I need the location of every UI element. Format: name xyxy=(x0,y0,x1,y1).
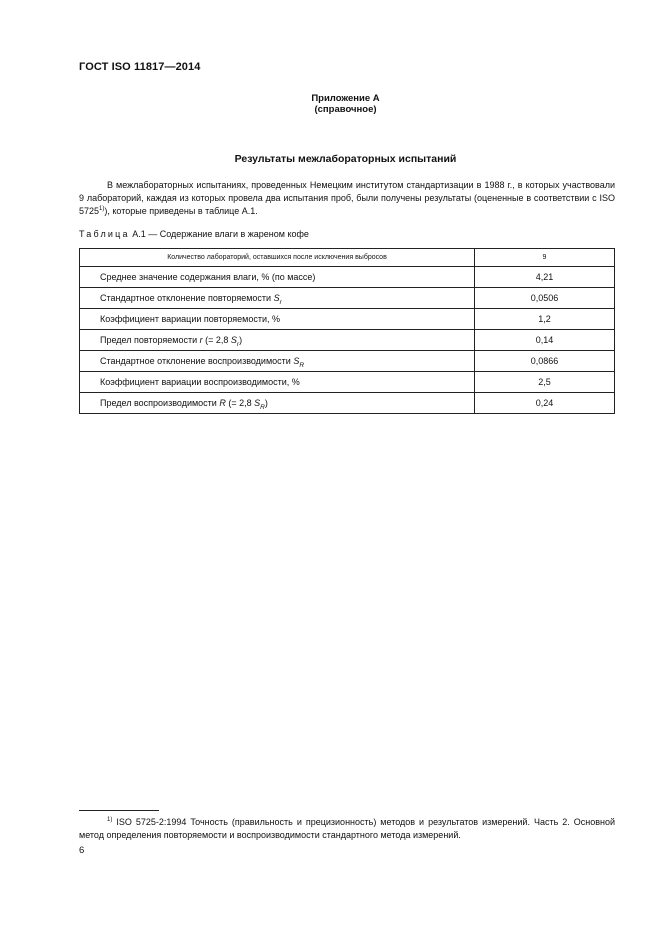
intro-text-end: ), которые приведены в таблице А.1. xyxy=(104,206,258,216)
row-label xyxy=(80,288,475,309)
table-row xyxy=(80,351,615,372)
row-formula-symbol: S xyxy=(230,335,237,345)
appendix-heading xyxy=(0,93,661,115)
table-caption-prefix: Таблица xyxy=(79,229,130,239)
row-label-text: Предел воспроизводимости xyxy=(100,398,220,408)
footnote-mark: 1) xyxy=(107,817,113,823)
header-label: Количество лабораторий, оставшихся после исключения выбросов xyxy=(80,249,475,267)
appendix-subtitle: (справочное) xyxy=(314,104,377,115)
row-label-text: Предел повторяемости xyxy=(100,335,200,345)
row-symbol-sub: R xyxy=(299,361,305,369)
footnote-text: ISO 5725-2:1994 Точность (правильность и прецизионность) методов и результатов измерений. Часть 2. Основной метод определения повторяемости и воспроизводимости стандартного метода измерений. xyxy=(79,817,615,840)
row-formula-symbol: S xyxy=(254,398,261,408)
intro-text: В межлабораторных испытаниях, проведенных Немецким институтом стандартизации в 1988 г., в которых участвовали 9 лабораторий, каждая из которых провела два испытания проб, были получены результаты (оцененные в соответствии с ISO 5725 xyxy=(79,180,615,216)
row-formula-suffix: ) xyxy=(264,398,268,408)
row-value: 0,24 xyxy=(475,393,615,414)
row-value: 0,0866 xyxy=(475,351,615,372)
table-caption xyxy=(79,229,309,239)
row-symbol: S xyxy=(293,356,300,366)
footnote xyxy=(79,816,615,842)
row-formula-sub: r xyxy=(236,340,240,348)
table-caption-text: А.1 — Содержание влаги в жареном кофе xyxy=(132,229,309,239)
row-symbol: R xyxy=(219,398,226,408)
row-label-text: Стандартное отклонение повторяемости xyxy=(100,293,274,303)
row-label xyxy=(80,393,475,414)
row-formula-sub: R xyxy=(260,403,265,411)
header-value: 9 xyxy=(475,249,615,267)
row-value: 1,2 xyxy=(475,309,615,330)
row-label-text: Коэффициент вариации повторяемости, % xyxy=(100,314,281,324)
row-formula-suffix: ) xyxy=(239,335,243,345)
table-row xyxy=(80,372,615,393)
row-formula-prefix: (= 2,8 xyxy=(202,335,231,345)
table-row xyxy=(80,267,615,288)
footnote-ref: 1) xyxy=(99,206,105,212)
row-value: 4,21 xyxy=(475,267,615,288)
row-label-text: Среднее значение содержания влаги, % (по массе) xyxy=(100,272,316,282)
document-code: ГОСТ ISO 11817—2014 xyxy=(79,61,201,73)
row-label xyxy=(80,372,475,393)
row-symbol: S xyxy=(273,293,280,303)
table-header-row xyxy=(80,249,615,267)
row-label xyxy=(80,351,475,372)
table-row xyxy=(80,288,615,309)
row-label xyxy=(80,267,475,288)
row-label xyxy=(80,309,475,330)
row-value: 0,0506 xyxy=(475,288,615,309)
row-symbol: r xyxy=(199,335,203,345)
results-table xyxy=(79,248,615,414)
row-formula-prefix: (= 2,8 xyxy=(225,398,255,408)
table-row xyxy=(80,330,615,351)
page-number: 6 xyxy=(79,845,85,856)
row-symbol-sub: r xyxy=(279,298,282,306)
row-label xyxy=(80,330,475,351)
footnote-divider xyxy=(79,810,159,811)
intro-paragraph xyxy=(79,179,615,218)
row-label-text: Коэффициент вариации воспроизводимости, % xyxy=(100,377,300,387)
table-row xyxy=(80,309,615,330)
appendix-title: Приложение А xyxy=(311,93,380,104)
section-title: Результаты межлабораторных испытаний xyxy=(234,153,457,165)
row-value: 0,14 xyxy=(475,330,615,351)
row-label-text: Стандартное отклонение воспроизводимости xyxy=(100,356,294,366)
table-row xyxy=(80,393,615,414)
row-value: 2,5 xyxy=(475,372,615,393)
